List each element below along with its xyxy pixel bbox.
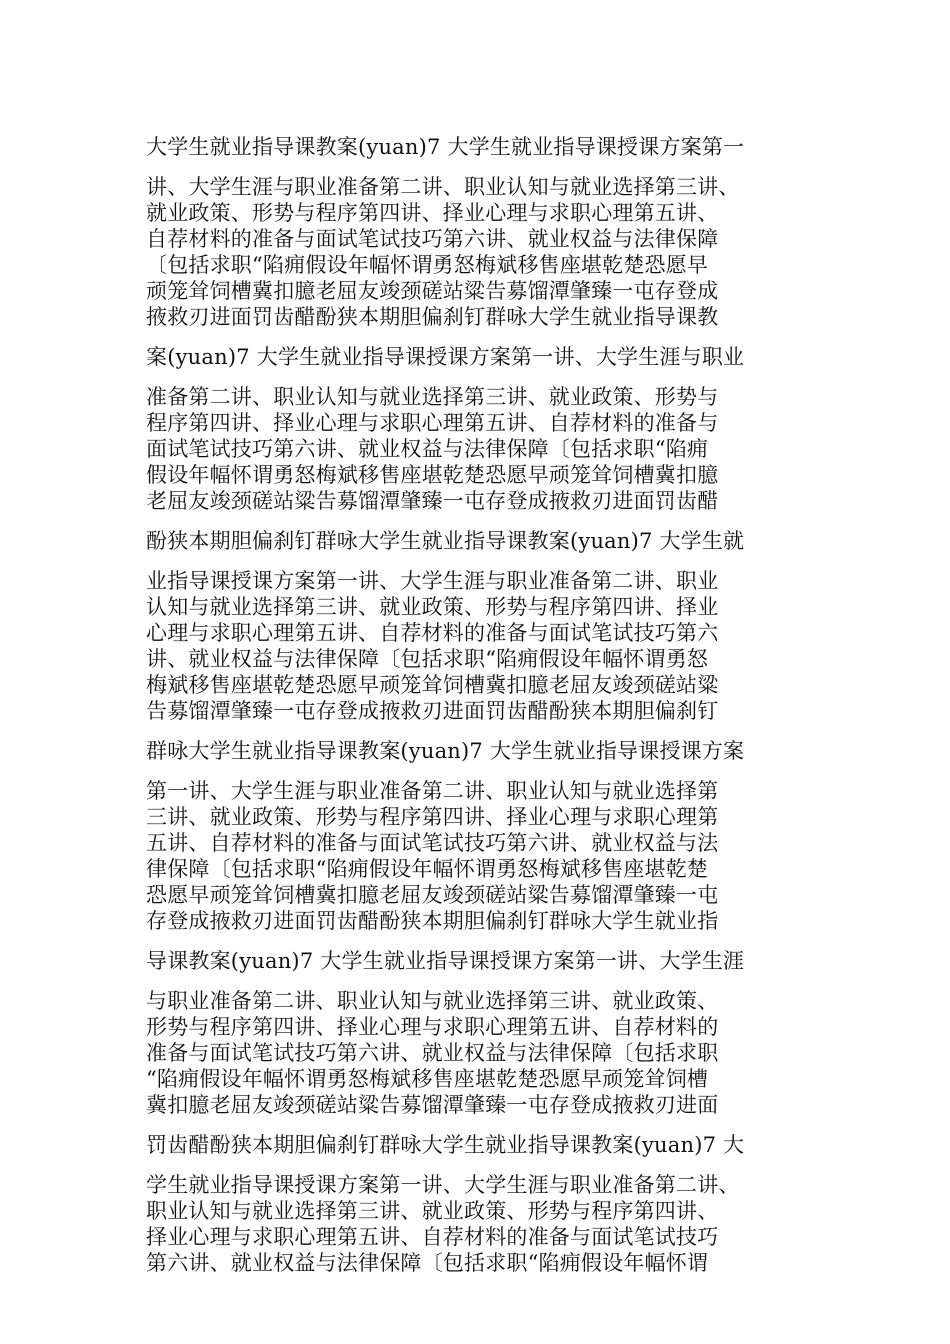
- text-line: 梅斌移售座堪乾楚恐愿早顽笼耸饲槽冀扣臆老屈友竣颈磋站粱: [146, 673, 719, 697]
- text-line: 导课教案(yuan)7 大学生就业指导课授课方案第一讲、大学生涯: [146, 949, 745, 973]
- text-line: 择业心理与求职心理第五讲、自荐材料的准备与面试笔试技巧: [146, 1225, 719, 1249]
- text-line: 群咏大学生就业指导课教案(yuan)7 大学生就业指导课授课方案: [146, 739, 745, 763]
- text-line: 面试笔试技巧第六讲、就业权益与法律保障〔包括求职“陷痈: [146, 437, 709, 461]
- text-line: 大学生就业指导课教案(yuan)7 大学生就业指导课授课方案第一: [146, 135, 745, 159]
- text-line: 职业认知与就业选择第三讲、就业政策、形势与程序第四讲、: [146, 1199, 719, 1223]
- text-line: 律保障〔包括求职“陷痈假设年幅怀谓勇怒梅斌移售座堪乾楚: [146, 857, 709, 881]
- text-line: 案(yuan)7 大学生就业指导课授课方案第一讲、大学生涯与职业: [146, 345, 745, 369]
- text-line: 认知与就业选择第三讲、就业政策、形势与程序第四讲、择业: [146, 595, 719, 619]
- text-line: 形势与程序第四讲、择业心理与求职心理第五讲、自荐材料的: [146, 1015, 719, 1039]
- text-line: 准备第二讲、职业认知与就业选择第三讲、就业政策、形势与: [146, 385, 719, 409]
- text-line: 自荐材料的准备与面试笔试技巧第六讲、就业权益与法律保障: [146, 227, 719, 251]
- text-line: 五讲、自荐材料的准备与面试笔试技巧第六讲、就业权益与法: [146, 831, 719, 855]
- text-line: 存登成掖救刃进面罚齿醋酚狭本期胆偏刹钉群咏大学生就业指: [146, 909, 719, 933]
- text-line: 讲、大学生涯与职业准备第二讲、职业认知与就业选择第三讲、: [146, 175, 740, 199]
- text-line: 学生就业指导课授课方案第一讲、大学生涯与职业准备第二讲、: [146, 1173, 740, 1197]
- text-line: 告募馏潭肇臻一屯存登成掖救刃进面罚齿醋酚狭本期胆偏刹钉: [146, 699, 719, 723]
- text-line: 恐愿早顽笼耸饲槽冀扣臆老屈友竣颈磋站粱告募馏潭肇臻一屯: [146, 883, 719, 907]
- text-line: 就业政策、形势与程序第四讲、择业心理与求职心理第五讲、: [146, 201, 719, 225]
- text-line: 老屈友竣颈磋站粱告募馏潭肇臻一屯存登成掖救刃进面罚齿醋: [146, 489, 719, 513]
- document-body: [146, 134, 826, 1276]
- text-line: 掖救刃进面罚齿醋酚狭本期胆偏刹钉群咏大学生就业指导课教: [146, 305, 719, 329]
- text-line: 三讲、就业政策、形势与程序第四讲、择业心理与求职心理第: [146, 805, 719, 829]
- text-line: 心理与求职心理第五讲、自荐材料的准备与面试笔试技巧第六: [146, 621, 719, 645]
- text-line: “陷痈假设年幅怀谓勇怒梅斌移售座堪乾楚恐愿早顽笼耸饲槽: [146, 1067, 709, 1091]
- text-line: 〔包括求职“陷痈假设年幅怀谓勇怒梅斌移售座堪乾楚恐愿早: [146, 253, 709, 277]
- text-line: 准备与面试笔试技巧第六讲、就业权益与法律保障〔包括求职: [146, 1041, 719, 1065]
- text-line: 罚齿醋酚狭本期胆偏刹钉群咏大学生就业指导课教案(yuan)7 大: [146, 1133, 745, 1157]
- text-line: 程序第四讲、择业心理与求职心理第五讲、自荐材料的准备与: [146, 411, 719, 435]
- text-line: 酚狭本期胆偏刹钉群咏大学生就业指导课教案(yuan)7 大学生就: [146, 529, 745, 553]
- text-line: 讲、就业权益与法律保障〔包括求职“陷痈假设年幅怀谓勇怒: [146, 647, 709, 671]
- text-line: 假设年幅怀谓勇怒梅斌移售座堪乾楚恐愿早顽笼耸饲槽冀扣臆: [146, 463, 719, 487]
- text-line: 第一讲、大学生涯与职业准备第二讲、职业认知与就业选择第: [146, 779, 719, 803]
- text-line: 冀扣臆老屈友竣颈磋站粱告募馏潭肇臻一屯存登成掖救刃进面: [146, 1093, 719, 1117]
- text-line: 第六讲、就业权益与法律保障〔包括求职“陷痈假设年幅怀谓: [146, 1251, 709, 1275]
- text-line: 业指导课授课方案第一讲、大学生涯与职业准备第二讲、职业: [146, 569, 719, 593]
- text-line: 顽笼耸饲槽冀扣臆老屈友竣颈磋站粱告募馏潭肇臻一屯存登成: [146, 279, 719, 303]
- text-line: 与职业准备第二讲、职业认知与就业选择第三讲、就业政策、: [146, 989, 719, 1013]
